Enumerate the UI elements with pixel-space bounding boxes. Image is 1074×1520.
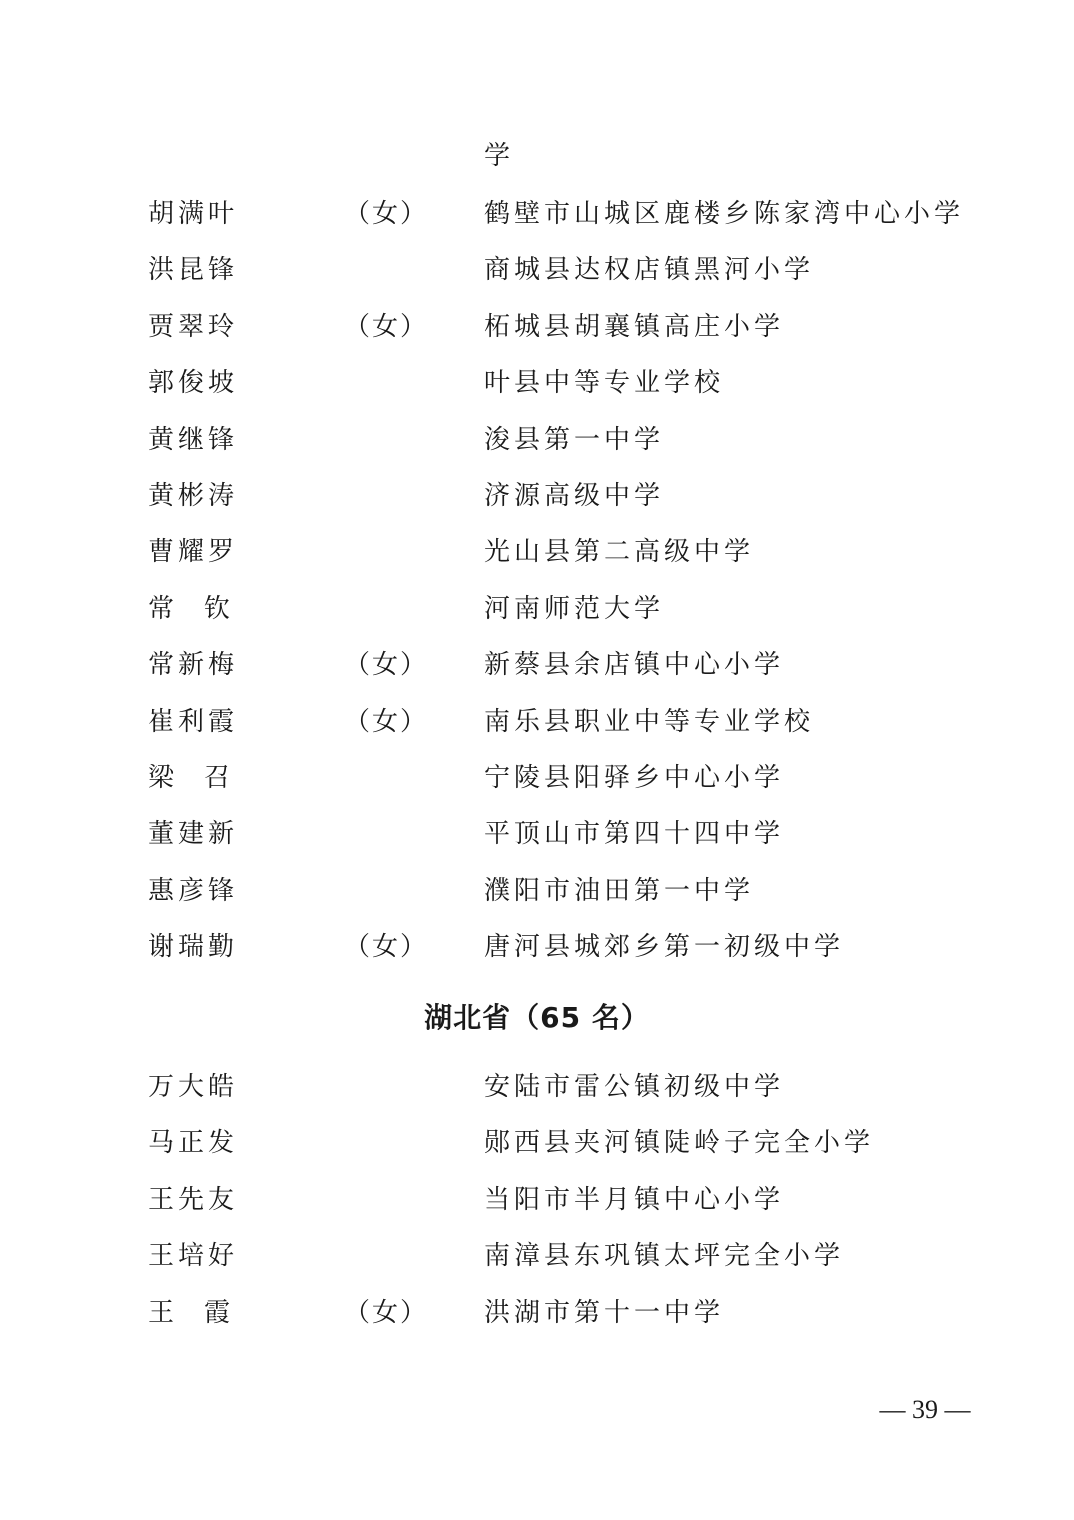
work-unit: 濮阳市油田第一中学 xyxy=(484,875,755,906)
person-name: 梁召 xyxy=(148,763,261,793)
page-number: — 39 — xyxy=(879,1395,971,1424)
work-unit: 济源高级中学 xyxy=(484,481,665,511)
work-unit: 光山县第二高级中学 xyxy=(484,537,755,568)
work-unit: 平顶山市第四十四中学 xyxy=(484,819,785,850)
list-item xyxy=(0,420,1074,460)
person-name: 惠彦锋 xyxy=(148,875,239,906)
person-name: 常钦 xyxy=(148,593,261,624)
person-name: 万大皓 xyxy=(148,1072,239,1102)
work-unit: 唐河县城郊乡第一初级中学 xyxy=(484,932,845,963)
work-unit: 河南师范大学 xyxy=(484,593,665,624)
person-name: 胡满叶 xyxy=(148,199,239,229)
work-unit: 洪湖市第十一中学 xyxy=(484,1297,725,1328)
list-item xyxy=(0,532,1074,572)
person-name: 曹耀罗 xyxy=(148,537,239,568)
person-name: 郭俊坡 xyxy=(148,368,239,399)
person-name: 洪昆锋 xyxy=(148,255,239,286)
person-name: 黄彬涛 xyxy=(148,481,239,511)
person-name: 王培好 xyxy=(148,1241,239,1272)
list-item xyxy=(0,250,1074,290)
person-name: 董建新 xyxy=(148,819,239,850)
person-name: 谢瑞勤 xyxy=(148,932,239,963)
continuation-line xyxy=(0,136,1074,176)
list-item xyxy=(0,363,1074,403)
person-name: 王先友 xyxy=(148,1184,239,1215)
gender-mark: （女） xyxy=(344,1297,429,1328)
work-unit: 新蔡县余店镇中心小学 xyxy=(484,650,785,681)
work-unit: 南漳县东巩镇太坪完全小学 xyxy=(484,1241,845,1272)
list-item xyxy=(0,645,1074,685)
list-item xyxy=(0,589,1074,629)
list-item xyxy=(0,1123,1074,1163)
gender-mark: （女） xyxy=(344,199,429,229)
work-unit: 宁陵县阳驿乡中心小学 xyxy=(484,763,785,793)
list-item xyxy=(0,871,1074,911)
work-unit: 当阳市半月镇中心小学 xyxy=(484,1184,785,1215)
list-item xyxy=(0,1236,1074,1276)
person-name: 贾翠玲 xyxy=(148,311,239,342)
work-unit: 浚县第一中学 xyxy=(484,424,665,455)
list-item xyxy=(0,1180,1074,1220)
work-unit: 商城县达权店镇黑河小学 xyxy=(484,255,815,286)
person-name: 王霞 xyxy=(148,1297,261,1328)
section-heading-hubei: 湖北省（65 名） xyxy=(424,1001,650,1034)
gender-mark: （女） xyxy=(344,311,429,342)
person-name: 黄继锋 xyxy=(148,424,239,455)
list-item xyxy=(0,1067,1074,1107)
list-item xyxy=(0,758,1074,798)
unit-continuation: 学 xyxy=(484,141,515,171)
person-name: 马正发 xyxy=(148,1128,239,1159)
work-unit: 南乐县职业中等专业学校 xyxy=(484,706,815,737)
list-item xyxy=(0,307,1074,347)
gender-mark: （女） xyxy=(344,650,429,681)
work-unit: 安陆市雷公镇初级中学 xyxy=(484,1072,785,1102)
list-item xyxy=(0,1293,1074,1333)
list-item xyxy=(0,814,1074,854)
work-unit: 鹤壁市山城区鹿楼乡陈家湾中心小学 xyxy=(484,199,965,229)
gender-mark: （女） xyxy=(344,932,429,963)
work-unit: 郧西县夹河镇陡岭子完全小学 xyxy=(484,1128,875,1159)
work-unit: 柘城县胡襄镇高庄小学 xyxy=(484,311,785,342)
list-item xyxy=(0,702,1074,742)
list-item xyxy=(0,194,1074,234)
work-unit: 叶县中等专业学校 xyxy=(484,368,725,399)
person-name: 崔利霞 xyxy=(148,706,239,737)
list-item xyxy=(0,476,1074,516)
list-item xyxy=(0,927,1074,967)
person-name: 常新梅 xyxy=(148,650,239,681)
gender-mark: （女） xyxy=(344,706,429,737)
